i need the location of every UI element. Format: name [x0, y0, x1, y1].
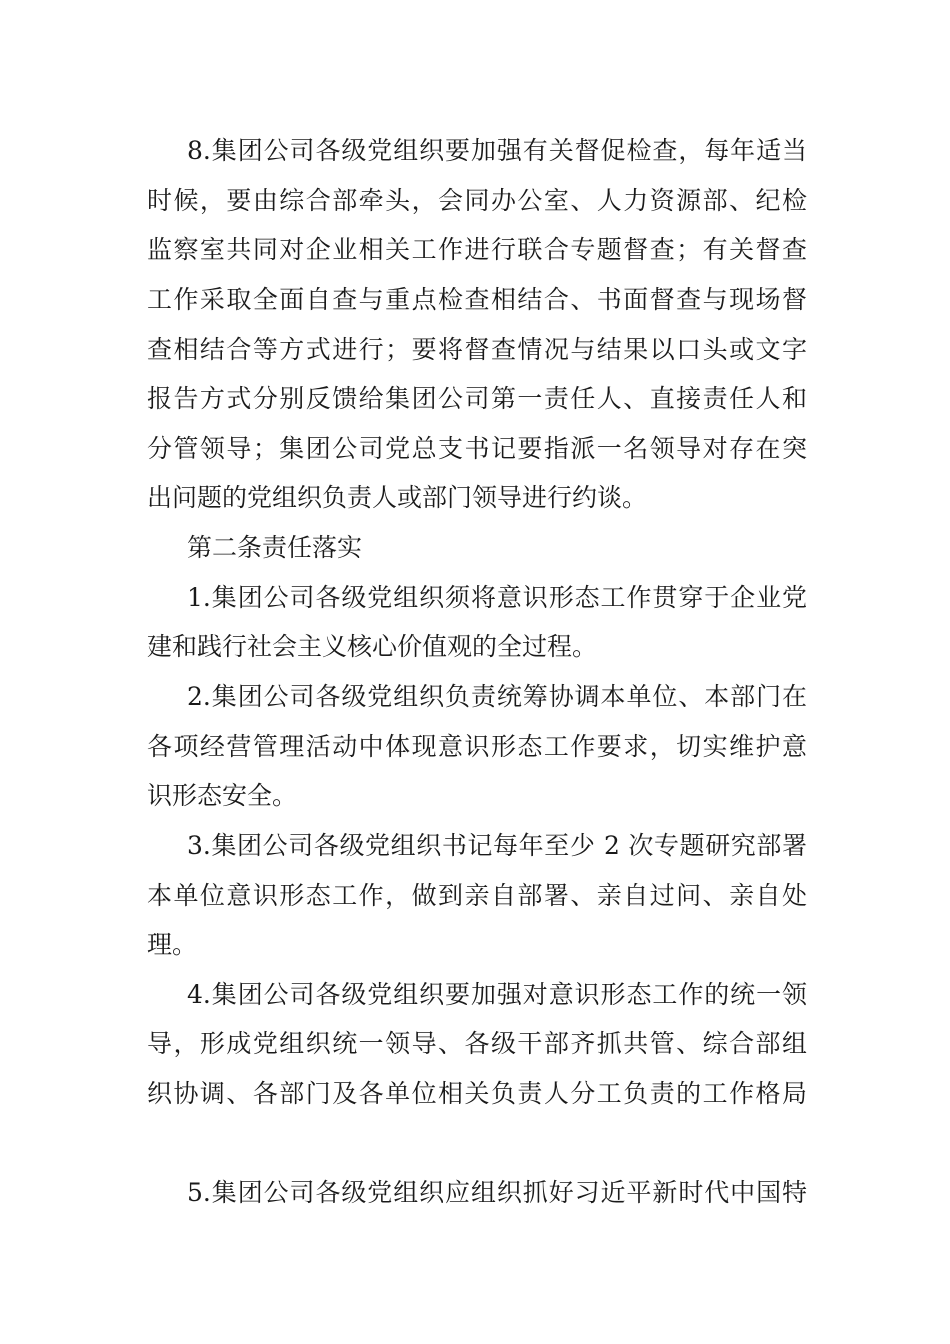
- text-line: 出问题的党组织负责人或部门领导进行约谈。: [147, 483, 648, 512]
- section-heading: 第二条责任落实: [187, 533, 363, 562]
- text-line: 各项经营管理活动中体现意识形态工作要求，切实维护意: [147, 732, 807, 761]
- text-line: 5.集团公司各级党组织应组织抓好习近平新时代中国特: [187, 1178, 807, 1207]
- text-line: 报告方式分别反馈给集团公司第一责任人、直接责任人和: [147, 384, 807, 413]
- text-line: 时候，要由综合部牵头，会同办公室、人力资源部、纪检: [147, 186, 807, 215]
- text-line: 识形态安全。: [147, 781, 298, 810]
- text-line: 导，形成党组织统一领导、各级干部齐抓共管、综合部组: [147, 1029, 807, 1058]
- text-line: 4.集团公司各级党组织要加强对意识形态工作的统一领: [187, 980, 807, 1009]
- text-line: 查相结合等方式进行；要将督查情况与结果以口头或文字: [147, 335, 807, 364]
- text-line: 本单位意识形态工作，做到亲自部署、亲自过问、亲自处: [147, 881, 807, 910]
- text-line: 分管领导；集团公司党总支书记要指派一名领导对存在突: [147, 434, 807, 463]
- text-line: 监察室共同对企业相关工作进行联合专题督查；有关督查: [147, 235, 807, 264]
- text-line: 3.集团公司各级党组织书记每年至少 2 次专题研究部署: [187, 831, 807, 860]
- text-line: 织协调、各部门及各单位相关负责人分工负责的工作格局: [147, 1079, 807, 1108]
- text-line: 1.集团公司各级党组织须将意识形态工作贯穿于企业党: [187, 583, 807, 612]
- text-line: 8.集团公司各级党组织要加强有关督促检查，每年适当: [187, 136, 807, 165]
- text-line: 理。: [147, 930, 198, 959]
- text-line: 工作采取全面自查与重点检查相结合、书面督查与现场督: [147, 285, 807, 314]
- text-line: 2.集团公司各级党组织负责统筹协调本单位、本部门在: [187, 682, 807, 711]
- text-line: 建和践行社会主义核心价值观的全过程。: [147, 632, 598, 661]
